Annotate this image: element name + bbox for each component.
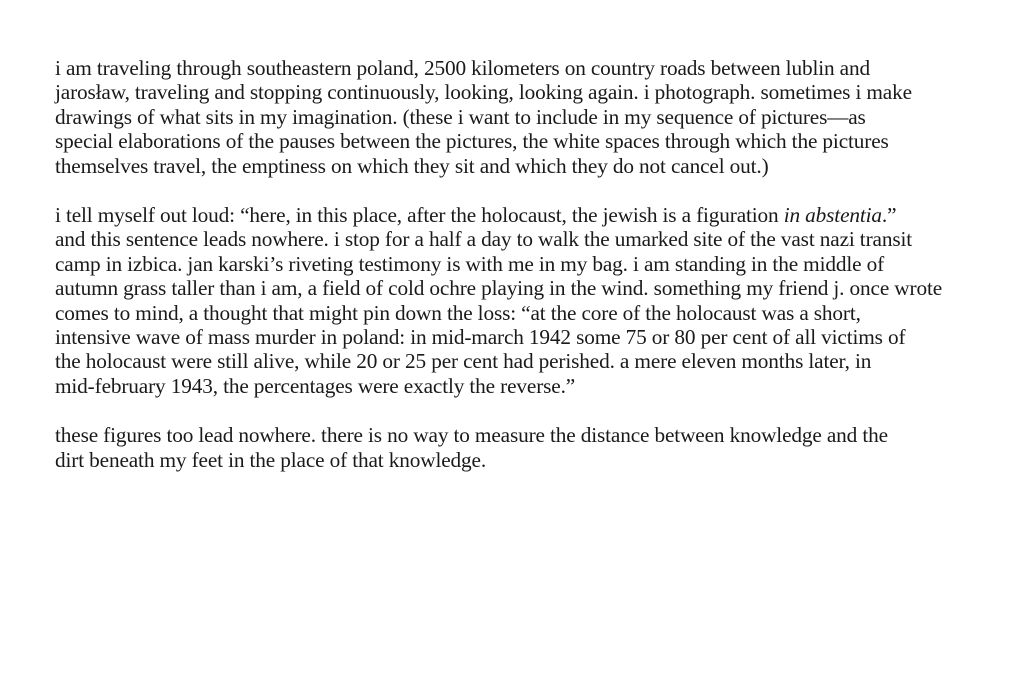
text-line: themselves travel, the emptiness on which they sit and which they do not cancel out.) bbox=[55, 153, 769, 178]
paragraph-izbica bbox=[55, 203, 980, 398]
text-line: comes to mind, a thought that might pin down the loss: “at the core of the holocaust was a short, bbox=[55, 300, 861, 325]
text-line: intensive wave of mass murder in poland: in mid-march 1942 some 75 or 80 per cent of all victims of bbox=[55, 325, 906, 350]
text-line: camp in izbica. jan karski’s riveting testimony is with me in my bag. i am standing in the middle of bbox=[55, 251, 885, 276]
paragraph-travel bbox=[55, 56, 980, 178]
text-line: these figures too lead nowhere. there is no way to measure the distance between knowledge and the bbox=[55, 423, 888, 448]
quote-end: .” bbox=[881, 203, 897, 228]
text-line: mid-february 1943, the percentages were exactly the reverse.” bbox=[55, 373, 576, 398]
italic-phrase: in abstentia bbox=[783, 203, 882, 228]
text-line: i am traveling through southeastern poland, 2500 kilometers on country roads between lublin and bbox=[55, 56, 870, 80]
text-line: dirt beneath my feet in the place of that knowledge. bbox=[55, 447, 486, 472]
text-line: jarosław, traveling and stopping continuously, looking, looking again. i photograph. sometimes i make bbox=[55, 80, 912, 105]
text-line: drawings of what sits in my imagination. (these i want to include in my sequence of pictures––as bbox=[55, 104, 866, 129]
text-line bbox=[55, 203, 980, 227]
text-line: autumn grass taller than i am, a field of cold ochre playing in the wind. something my friend j. once wrote bbox=[55, 276, 943, 301]
paragraph-figures bbox=[55, 423, 980, 472]
text-line: the holocaust were still alive, while 20 or 25 per cent had perished. a mere eleven months later, in bbox=[55, 349, 872, 374]
quote-text: i tell myself out loud: “here, in this place, after the holocaust, the jewish is a figuration bbox=[55, 203, 784, 228]
text-line: and this sentence leads nowhere. i stop for a half a day to walk the umarked site of the vast nazi transit bbox=[55, 227, 912, 252]
document-body bbox=[55, 56, 980, 472]
text-line: special elaborations of the pauses between the pictures, the white spaces through which the pictures bbox=[55, 129, 889, 154]
